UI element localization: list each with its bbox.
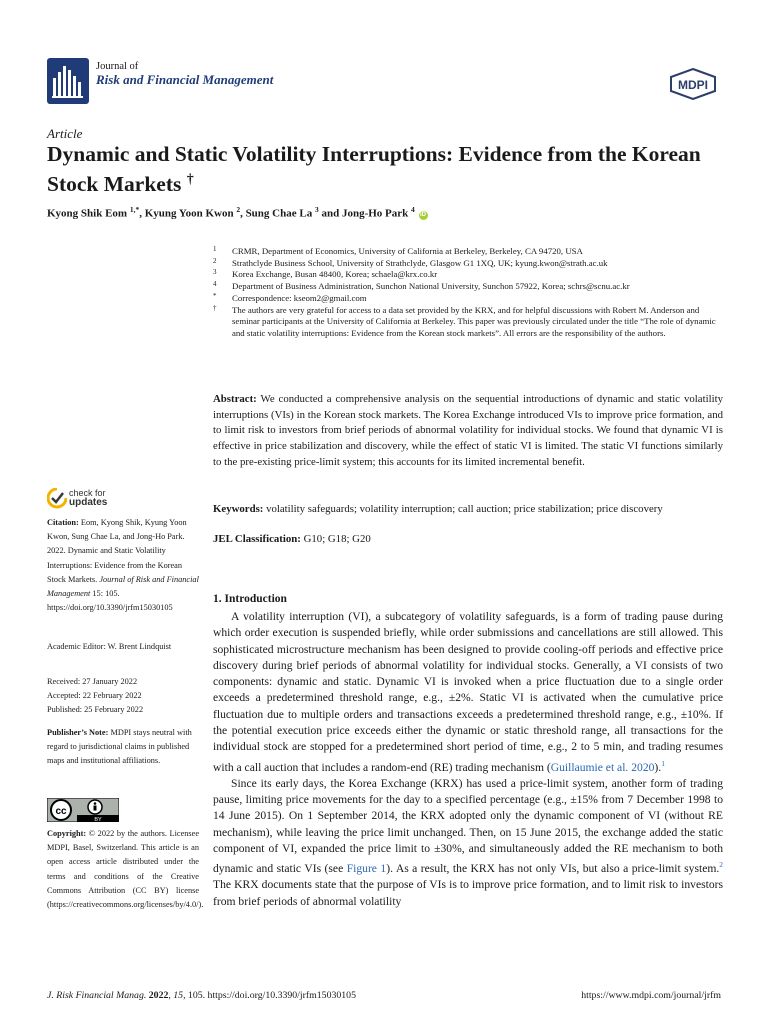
author-name[interactable]: Sung Chae La	[245, 207, 313, 220]
author-name[interactable]: Kyong Shik Eom	[47, 207, 128, 220]
jel-label: JEL Classification:	[213, 533, 301, 545]
check-for-updates-badge[interactable]: check for updates	[47, 488, 127, 514]
citation-link[interactable]: Guillaumie et al. 2020	[550, 760, 655, 774]
cc-by-text: BY	[94, 817, 102, 822]
jel-text: G10; G18; G20	[303, 533, 371, 545]
affiliation-item: 3 Korea Exchange, Busan 48400, Korea; schaela@krx.co.kr	[213, 268, 438, 280]
copyright-block: Copyright: © 2022 by the authors. Licensee MDPI, Basel, Switzerland. This article is an open access article distributed under the terms and conditions of the Creative Commons Attribution (CC BY) license (https://creativecommons.org/licenses/by/4.0/).	[47, 829, 204, 910]
footnote-link[interactable]: 1	[661, 758, 665, 768]
footer-journal-url[interactable]: https://www.mdpi.com/journal/jrfm	[581, 990, 721, 1001]
body-text	[213, 609, 723, 910]
abstract-text: We conducted a comprehensive analysis on the sequential introductions of dynamic and static volatility interruptions (VIs) in the Korean stock markets. The Korea Exchange introduced VIs to improve price formation, and to limit risk to investors from brief periods of abnormal volatility for individual stocks. We found that dynamic VI is effective in price stabilization and discovery, while the effect of static VI is limited. The static VI functions similarly to the pre-existing price-limit system; this accounts for its limited incremental benefit.	[213, 393, 723, 468]
acknowledgement-note: † The authors are very grateful for access to a data set provided by the KRX, and for helpful discussions with Robert M. Anderson and seminar participants at the University of California at Berkeley. This paper was previously circulated under the title “The role of dynamic and static volatility interruptions: Evidence from the Korean stock markets”. All errors are the responsibility of the authors.	[213, 303, 716, 338]
journal-logo-icon	[47, 58, 89, 104]
cc-by-license-icon[interactable]	[47, 798, 119, 822]
author-name[interactable]: Jong-Ho Park	[341, 207, 409, 220]
dates-block	[47, 675, 199, 718]
paragraph: Since its early days, the Korea Exchange (KRX) has used a price-limit system, another form of trading pause, limiting price movements for the day to a specified percentage (e.g., ±15% from 7 December 1998 to 14 June 2015). On 1 September 2014, the KRX adopted only the dynamic component of VI (without RE mechanism), while leaving the price limit unchanged. Then, on 15 June 2015, the exchange added the static component of VI, expanded the price limit to ±30%, and simultaneously added the RE mechanism to both dynamic and static VIs (see Figure 1). As a result, the KRX has not only VIs, but also a price-limit system.$^2$ The KRX documents state that the purpose of VIs is to improve price formation, and to limit risk to investors from brief periods of abnormal volatility	[213, 776, 724, 908]
check-for-updates-icon	[47, 488, 67, 510]
footer-citation: J. Risk Financial Manag. 2022, 15, 105. https://doi.org/10.3390/jrfm15030105	[47, 990, 356, 1001]
article-type-label: Article	[47, 126, 83, 141]
correspondence-item: * Correspondence: kseom2@gmail.com	[213, 291, 367, 303]
publisher-note: Publisher’s Note: MDPI stays neutral with regard to jurisdictional claims in published maps and institutional affiliations.	[47, 728, 192, 766]
paragraph: A volatility interruption (VI), a subcategory of volatility safeguards, is a form of trading pause during which order execution is suspended briefly, while order submissions and cancellations are still allowed. This sophisticated microstructure mechanism has been designed to provide cooling-off periods and effective price discovery during brief periods of abnormal volatility for individual stocks. Generally, a VI consists of two components: dynamic and static. Dynamic VI is invoked when a price fluctuation due to a single order exceeds a predetermined threshold range, e.g., ±2%. Static VI is activated when the cumulative price fluctuation due to multiple orders and transactions exceeds a predetermined threshold range, e.g., ±10%. If the potential execution price exceeds either the dynamic or static threshold range, all transactions for the individual stock are stopped for a predetermined short period of time, e.g., 2 to 5 min, and trading resumes with a call auction that includes a random-end (RE) trading mechanism (Guillaumie et al. 2020).$^1$	[213, 610, 723, 774]
journal-name: Journal of Risk and Financial Management	[96, 61, 274, 87]
affiliations	[213, 246, 723, 340]
journal-title: Risk and Financial Management	[96, 72, 274, 87]
affiliation-item: 4 Department of Business Administration, Sunchon National University, Sunchon 57922, Korea; schrs@scnu.ac.kr	[213, 280, 630, 292]
citation-block: Citation: Eom, Kyong Shik, Kyung Yoon Kwon, Sung Chae La, and Jong-Ho Park. 2022. Dynamic and Static Volatility Interruptions: Evidence from the Korean Stock Markets. Journal of Risk and Financial Management 15: 105. https://doi.org/10.3390/jrfm15030105	[47, 518, 199, 613]
title-footnote-mark[interactable]: †	[186, 172, 194, 187]
keywords	[213, 503, 743, 515]
footnote-link[interactable]: 2	[719, 860, 724, 870]
mdpi-logo-text: MDPI	[678, 78, 708, 92]
keywords-text: volatility safeguards; volatility interruption; call auction; price stabilization; price discovery	[266, 503, 663, 515]
published-date: Published: 25 February 2022	[47, 705, 144, 715]
affiliation-item: 2 Strathclyde Business School, University of Strathclyde, Glasgow G1 1XQ, UK; kyung.kwon@strath.ac.uk	[213, 256, 608, 268]
section-heading: 1. Introduction	[213, 593, 287, 605]
affiliation-item: 1 CRMR, Department of Economics, University of California at Berkeley, Berkeley, CA 94720, USA	[213, 245, 583, 256]
jel-classification	[213, 533, 723, 545]
mdpi-logo-icon[interactable]	[668, 68, 718, 100]
abstract	[213, 392, 723, 471]
author-name[interactable]: Kyung Yoon Kwon	[144, 207, 234, 220]
keywords-label: Keywords:	[213, 503, 264, 515]
orcid-icon[interactable]: iD	[420, 211, 427, 218]
paper-title: Dynamic and Static Volatility Interruptions: Evidence from the Korean Stock Markets †	[47, 142, 701, 197]
abstract-label: Abstract:	[213, 393, 257, 405]
author-list: Kyong Shik Eom $^{1,*}$, Kyung Yoon Kwon $^2$, Sung Chae La $^3$ and Jong-Ho Park $^4$ iD	[47, 205, 427, 220]
accepted-date: Accepted: 22 February 2022	[47, 691, 142, 701]
svg-text:cc: cc	[55, 806, 67, 817]
figure-link[interactable]: Figure 1	[346, 862, 387, 876]
academic-editor: Academic Editor: W. Brent Lindquist	[47, 642, 172, 651]
received-date: Received: 27 January 2022	[47, 677, 138, 686]
